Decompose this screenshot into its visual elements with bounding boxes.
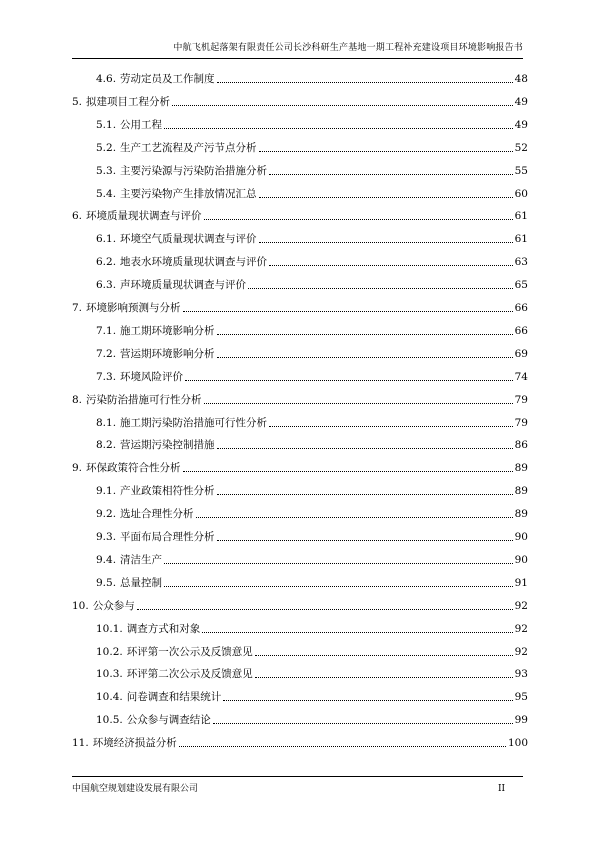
toc-entry[interactable] (72, 574, 528, 590)
toc-entry-title: 平面布局合理性分析 (120, 531, 215, 543)
toc-entry-page: 93 (514, 668, 528, 681)
toc-entry-title: 生产工艺流程及产污节点分析 (120, 141, 257, 154)
toc-dot-leader (269, 265, 513, 266)
toc-dot-leader (259, 197, 513, 198)
toc-entry-number: 9.5. (96, 576, 117, 589)
toc-entry-title: 公用工程 (120, 118, 163, 131)
toc-entry[interactable] (72, 230, 528, 246)
toc-entry[interactable] (72, 551, 528, 567)
toc-entry[interactable] (72, 620, 528, 636)
toc-entry-page: 92 (514, 622, 528, 635)
toc-entry[interactable] (72, 643, 528, 659)
toc-entry-title: 劳动定员及工作制度 (120, 73, 215, 85)
toc-dot-leader (259, 151, 513, 152)
toc-entry-number: 7.1. (96, 324, 117, 337)
toc-entry-page: 52 (514, 141, 528, 154)
toc-entry-title: 环境空气质量现状调查与评价 (120, 233, 257, 246)
toc-dot-leader (255, 655, 513, 656)
toc-entry-title: 施工期环境影响分析 (120, 324, 215, 337)
toc-dot-leader (179, 746, 506, 747)
toc-dot-leader (202, 632, 512, 633)
toc-dot-leader (213, 723, 513, 724)
toc-dot-leader (217, 540, 513, 541)
footer-company: 中国航空规划建设发展有限公司 (72, 784, 199, 794)
toc-entry[interactable] (72, 414, 528, 430)
toc-entry-title: 问卷调查和结果统计 (126, 691, 222, 704)
toc-entry[interactable] (72, 116, 528, 132)
toc-entry-title: 环评第二次公示及反馈意见 (126, 668, 253, 681)
toc-entry[interactable] (72, 368, 528, 384)
toc-entry-number: 6.1. (96, 233, 117, 246)
toc-entry-title: 营运期环境影响分析 (120, 347, 215, 360)
toc-entry-number: 5.1. (96, 118, 117, 131)
toc-entry-number: 11. (72, 737, 89, 750)
toc-entry-number: 9. (72, 462, 83, 475)
toc-dot-leader (259, 242, 513, 243)
toc-entry-title: 公众参与 (92, 599, 135, 612)
toc-dot-leader (269, 174, 513, 175)
toc-entry-page: 69 (514, 347, 528, 360)
toc-entry-page: 66 (514, 302, 528, 314)
toc-entry-page: 79 (514, 416, 528, 429)
toc-entry[interactable] (72, 688, 528, 704)
toc-entry-page: 48 (514, 73, 528, 85)
toc-dot-leader (217, 494, 513, 495)
toc-entry-number: 6. (72, 210, 83, 223)
toc-dot-leader (204, 403, 513, 404)
toc-entry-number: 10.5. (96, 714, 123, 727)
toc-dot-leader (196, 517, 513, 518)
toc-entry-page: 49 (514, 118, 528, 131)
toc-entry[interactable] (72, 436, 528, 452)
toc-entry-title: 施工期污染防治措施可行性分析 (120, 416, 268, 429)
toc-entry-page: 89 (514, 485, 528, 498)
toc-entry-page: 61 (514, 233, 528, 246)
toc-entry-title: 公众参与调查结论 (126, 714, 211, 727)
toc-entry-page: 49 (514, 95, 528, 108)
toc-entry-title: 环境质量现状调查与评价 (86, 210, 202, 223)
toc-entry-number: 10. (72, 599, 89, 612)
toc-dot-leader (217, 357, 513, 358)
toc-dot-leader (172, 105, 513, 106)
toc-entry-number: 10.1. (96, 622, 123, 635)
toc-dot-leader (217, 82, 513, 83)
toc-entry[interactable] (72, 299, 528, 315)
page-footer (72, 776, 523, 797)
toc-dot-leader (269, 426, 513, 427)
toc-entry-number: 5. (72, 95, 83, 108)
toc-entry-title: 环评第一次公示及反馈意见 (126, 645, 253, 658)
toc-entry-page: 61 (514, 210, 528, 223)
toc-entry-number: 9.4. (96, 553, 117, 566)
toc-dot-leader (223, 700, 512, 701)
toc-dot-leader (217, 334, 513, 335)
toc-dot-leader (164, 563, 513, 564)
toc-dot-leader (217, 448, 513, 449)
toc-entry-page: 89 (514, 462, 528, 475)
toc-entry[interactable] (72, 322, 528, 338)
toc-entry[interactable] (72, 482, 528, 498)
toc-entry-number: 6.3. (96, 279, 117, 292)
toc-dot-leader (204, 219, 513, 220)
toc-entry-number: 8. (72, 393, 83, 406)
toc-entry[interactable] (72, 528, 528, 544)
toc-entry[interactable] (72, 253, 528, 269)
toc-entry[interactable] (72, 139, 528, 155)
toc-entry[interactable] (72, 207, 528, 223)
toc-entry-title: 环境风险评价 (120, 370, 184, 383)
toc-dot-leader (137, 609, 513, 610)
toc-entry-title: 产业政策相符性分析 (120, 485, 215, 498)
toc-entry-number: 7.2. (96, 347, 117, 360)
toc-entry-page: 89 (514, 508, 528, 521)
footer-page-number: II (498, 784, 506, 794)
toc-entry-page: 91 (514, 576, 528, 589)
toc-entry-title: 环保政策符合性分析 (86, 462, 181, 475)
toc-entry-number: 5.2. (96, 141, 117, 154)
toc-entry-title: 地表水环境质量现状调查与评价 (120, 256, 268, 269)
toc-entry-title: 营运期污染控制措施 (120, 439, 215, 452)
toc-entry[interactable] (72, 711, 528, 727)
toc-entry-page: 74 (514, 370, 528, 383)
toc-entry-number: 7. (72, 302, 83, 314)
toc-entry-number: 7.3. (96, 370, 117, 383)
toc-entry-number: 10.2. (96, 645, 123, 658)
toc-dot-leader (164, 128, 513, 129)
toc-entry[interactable] (72, 93, 528, 109)
header-title: 中航飞机起落架有限责任公司长沙科研生产基地一期工程补充建设项目环境影响报告书 (173, 43, 523, 53)
toc-entry-number: 9.1. (96, 485, 117, 498)
toc-entry-page: 90 (514, 553, 528, 566)
toc-entry[interactable] (72, 276, 528, 292)
toc-entry[interactable] (72, 597, 528, 613)
toc-entry-number: 10.3. (96, 668, 123, 681)
toc-entry-page: 63 (514, 256, 528, 269)
toc-entry-title: 环境经济损益分析 (92, 737, 177, 750)
toc-entry-number: 6.2. (96, 256, 117, 269)
toc-entry-page: 86 (514, 439, 528, 452)
toc-entry-page: 66 (514, 324, 528, 337)
toc-entry[interactable] (72, 459, 528, 475)
toc-entry-title: 声环境质量现状调查与评价 (120, 279, 247, 292)
toc-entry[interactable] (72, 345, 528, 361)
toc-entry[interactable] (72, 734, 528, 750)
toc-dot-leader (185, 380, 513, 381)
toc-entry-page: 79 (514, 393, 528, 406)
toc-entry-page: 55 (514, 164, 528, 177)
toc-entry-title: 总量控制 (120, 576, 163, 589)
toc-entry-page: 99 (514, 714, 528, 727)
toc-entry-page: 60 (514, 187, 528, 200)
toc-entry[interactable] (72, 505, 528, 521)
toc-entry-page: 95 (514, 691, 528, 704)
toc-entry-number: 9.2. (96, 508, 117, 521)
toc-entry-page: 92 (514, 599, 528, 612)
toc-entry-page: 90 (514, 531, 528, 543)
toc-entry-number: 5.3. (96, 164, 117, 177)
page-header (72, 40, 523, 59)
toc-entry-page: 92 (514, 645, 528, 658)
toc-entry-title: 清洁生产 (120, 553, 163, 566)
toc-entry-page: 100 (507, 737, 528, 750)
toc-entry-number: 9.3. (96, 531, 117, 543)
toc-entry[interactable] (72, 665, 528, 681)
toc-entry-title: 环境影响预测与分析 (86, 302, 181, 314)
toc-entry-number: 8.1. (96, 416, 117, 429)
toc-entry-title: 主要污染物产生排放情况汇总 (120, 187, 257, 200)
toc-entry[interactable] (72, 162, 528, 178)
toc-entry-title: 选址合理性分析 (120, 508, 194, 521)
toc-entry-number: 4.6. (96, 73, 117, 85)
toc-entry[interactable] (72, 185, 528, 201)
toc-entry[interactable] (72, 391, 528, 407)
toc-entry-title: 主要污染源与污染防治措施分析 (120, 164, 268, 177)
toc-dot-leader (248, 288, 513, 289)
toc-dot-leader (183, 471, 513, 472)
toc-dot-leader (255, 677, 513, 678)
toc-entry-page: 65 (514, 279, 528, 292)
toc-entry-title: 拟建项目工程分析 (86, 95, 171, 108)
toc-entry-number: 10.4. (96, 691, 123, 704)
toc-entry-number: 8.2. (96, 439, 117, 452)
toc-entry-number: 5.4. (96, 187, 117, 200)
toc-entry[interactable] (72, 70, 528, 86)
toc-dot-leader (183, 311, 513, 312)
toc-entry-title: 污染防治措施可行性分析 (86, 393, 202, 406)
toc-dot-leader (164, 586, 513, 587)
toc-entry-title: 调查方式和对象 (126, 622, 201, 635)
